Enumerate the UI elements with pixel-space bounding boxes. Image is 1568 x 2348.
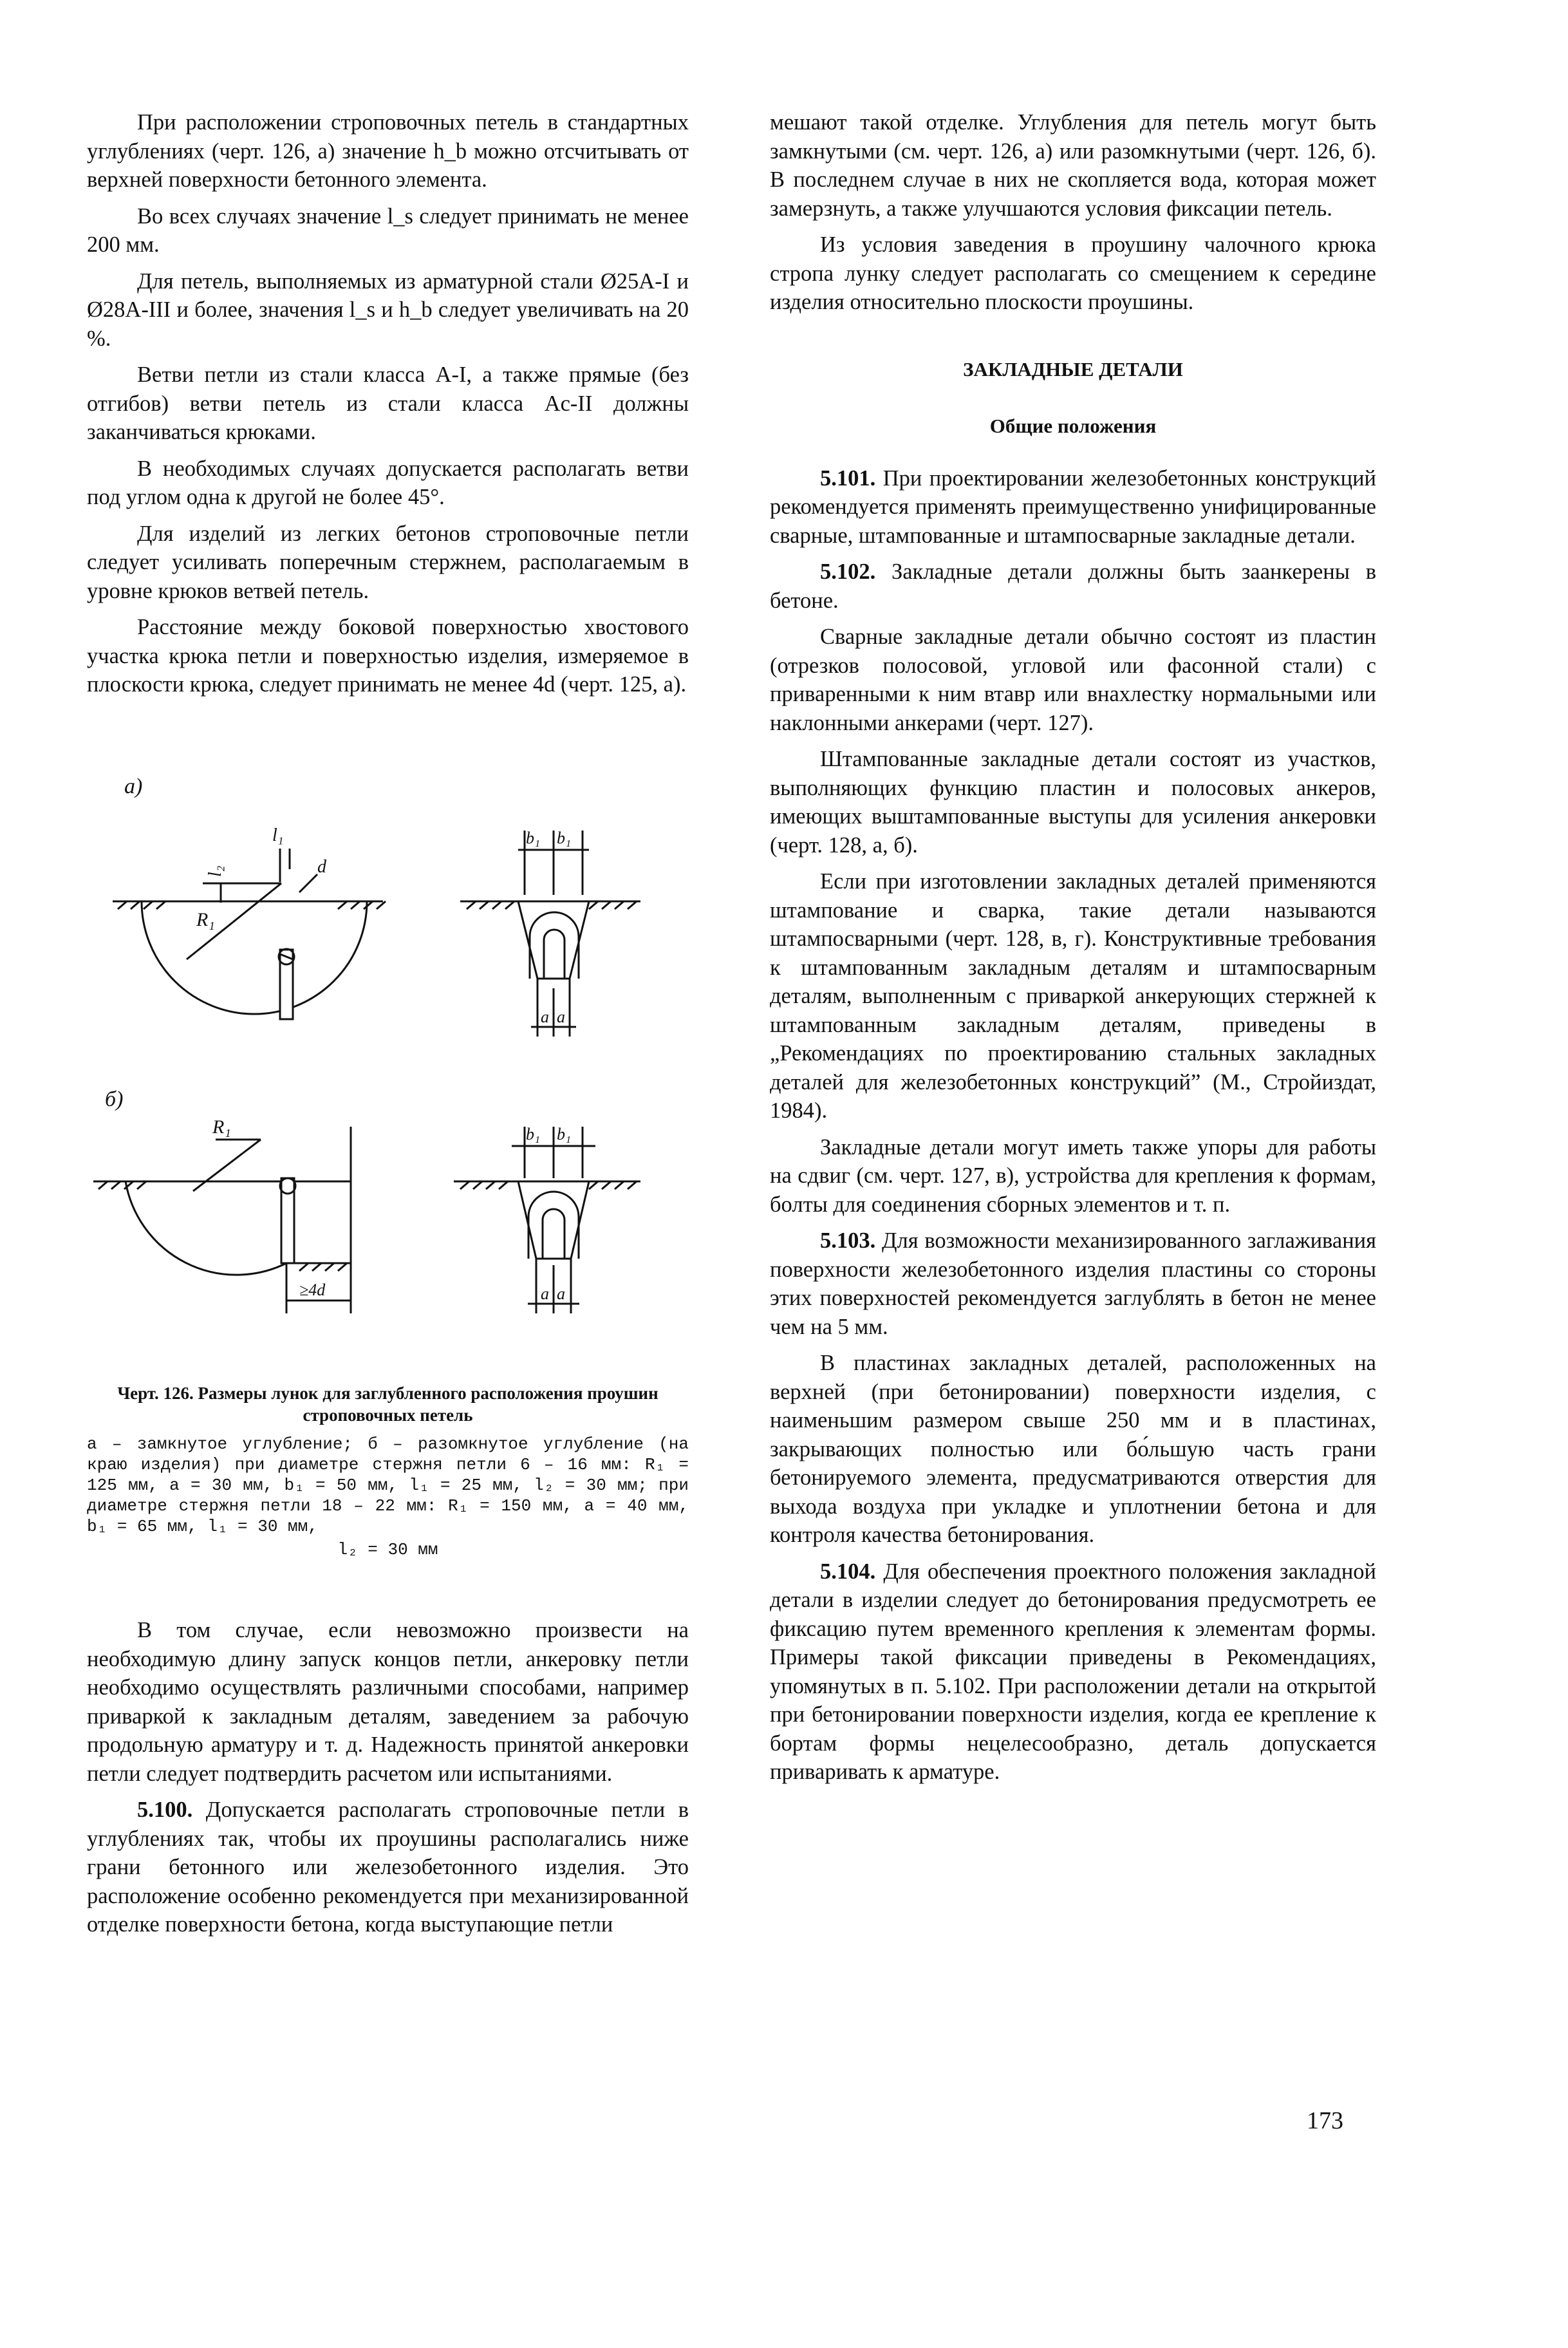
section-text: Для обеспечения проектного положения закладной детали в изделии следует до бетонирования предусмотреть ее фиксацию путем временного крепления к элементам формы. Примеры такой фиксации приведены в Рекомендациях, упомянутых в п. 5.102. При расположении детали на открытой при бетонировании поверхности изделия, когда ее крепление к бортам формы нецелесообразно, деталь допускается приваривать к арматуре.: [770, 1559, 1377, 1784]
right-column: [770, 108, 1376, 1794]
dim-b1-b-right: b₁: [557, 1125, 572, 1143]
section-text: Для возможности механизированного заглаживания поверхности железобетонного изделия пластины со стороны этих поверхностей рекомендуется заглублять в бетон не менее чем на 5 мм.: [770, 1228, 1376, 1339]
caption-title: Черт. 126. Размеры лунок для заглубленного расположения проушин строповочных петель: [117, 1384, 658, 1425]
paragraph: При расположении строповочных петель в стандартных углублениях (черт. 126, а) значение h_b можно отсчитывать от верхней поверхности бетонного элемента.: [87, 110, 689, 192]
subsection-heading: Общие положения: [989, 415, 1157, 437]
section-number: 5.102.: [820, 559, 876, 584]
dim-b1-a-right: b₁: [557, 829, 572, 847]
caption-legend: а – замкнутое углубление; б – разомкнутое углубление (на краю изделия) при диаметре стержня петли 6 – 16 мм: R₁ = 125 мм, a = 30 мм, b₁ = 50 мм, l₁ = 25 мм, l₂ = 30 мм; при диаметре стержня петли 18 – 22 мм: R₁ = 150 мм, a = 40 мм, b₁ = 65 мм, l₁ = 30 мм,: [87, 1434, 689, 1536]
paragraph: Во всех случаях значение l_s следует принимать не менее 200 мм.: [87, 203, 689, 257]
paragraph: Закладные детали могут иметь также упоры для работы на сдвиг (см. черт. 127, в), устройства для крепления к формам, болты для соединения сборных элементов и т. п.: [770, 1134, 1376, 1217]
section-text: Закладные детали должны быть заанкерены в бетоне.: [770, 559, 1376, 613]
section-5-101: [770, 464, 1376, 550]
section-5-104: [770, 1557, 1376, 1787]
dim-l1: l₁: [272, 825, 284, 845]
section-text: При проектировании железобетонных конструкций рекомендуется применять преимущественно унифицированные сварные, штампованные и штампосварные закладные детали.: [770, 465, 1376, 548]
section-5-102: [770, 558, 1376, 615]
paragraph: Из условия заведения в проушину чалочного крюка стропа лунку следует располагать со смещением к середине изделия относительно плоскости проушины.: [770, 232, 1376, 314]
section-number: 5.103.: [820, 1228, 876, 1253]
section-5-100: [87, 1796, 689, 1939]
paragraph: Для петель, выполняемых из арматурной стали Ø25A-I и Ø28A-III и более, значения l_s и h_b следует увеличивать на 20 %.: [87, 268, 689, 351]
paragraph: мешают такой отделке. Углубления для петель могут быть замкнутыми (см. черт. 126, а) или разомкнутыми (черт. 126, б). В последнем случае в них не скопляется вода, которая может замерзнуть, а также улучшаются условия фиксации петель.: [770, 110, 1376, 221]
dim-a-b-right: a: [557, 1284, 565, 1303]
paragraph: Ветви петли из стали класса A-I, а также прямые (без отгибов) ветви петель из стали класса Ac-II должны заканчиваться крюками.: [87, 362, 689, 444]
figure-126: [68, 766, 702, 1313]
paragraph: Для изделий из легких бетонов строповочные петли следует усиливать поперечным стержнем, располагаемым в уровне крюков ветвей петель.: [87, 521, 689, 603]
paragraph: В том случае, если невозможно произвести на необходимую длину запуск концов петли, анкеровку петли необходимо осуществлять различными способами, например приваркой к закладным деталям, заведением за рабочую продольную арматуру и т. д. Надежность принятой анкеровки петли следует подтвердить расчетом или испытаниями.: [87, 1618, 689, 1786]
paragraph: Если при изготовлении закладных деталей применяются штампование и сварка, такие детали называются штампосварными (черт. 128, в, г). Конструктивные требования к штампованным закладным деталям и штампосварным деталям, выполненным с приваркой анкерующих стержней к штампованным закладным деталям, приведены в „Рекомендациях по проектированию стальных закладных деталей для железобетонных конструкций” (М., Стройиздат, 1984).: [770, 869, 1376, 1123]
paragraph: В пластинах закладных деталей, расположенных на верхней (при бетонировании) поверхности изделия, с наименьшим размером свыше 250 мм и в пластинах, закрывающих полностью или бо́льшую часть грани бетонируемого элемента, предусматриваются отверстия для выхода воздуха при укладке и уплотнении бетона и для контроля качества бетонирования.: [770, 1351, 1376, 1547]
page-number: 173: [1307, 2107, 1343, 2134]
paragraph: Штампованные закладные детали состоят из участков, выполняющих функцию пластин и полосовых анкеров, имеющих выштампованные выступы для усиления анкеровки (черт. 128, а, б).: [770, 747, 1376, 858]
section-number: 5.104.: [820, 1559, 876, 1584]
dim-d: d: [317, 857, 326, 877]
caption-legend-last: l₂ = 30 мм: [337, 1540, 438, 1559]
dim-b1-a-left: b₁: [526, 829, 541, 847]
section-number: 5.101.: [820, 465, 876, 491]
left-column: [87, 108, 689, 707]
figure-126-drawing: [68, 766, 702, 1313]
figure-caption: [87, 1382, 689, 1563]
dim-a-a-right: a: [557, 1008, 565, 1026]
left-column-lower: [87, 1616, 689, 1947]
dim-a-a-left: a: [541, 1008, 549, 1026]
figure-label-b: б): [105, 1087, 124, 1111]
section-text: Допускается располагать строповочные петли в углублениях так, чтобы их проушины располагались ниже грани бетонного или железобетонного изделия. Это расположение особенно рекомендуется при механизированной отделке поверхности бетона, когда выступающие петли: [87, 1798, 689, 1937]
section-number: 5.100.: [137, 1798, 193, 1822]
section-5-103: [770, 1226, 1376, 1341]
dim-4d: ≥4d: [299, 1281, 326, 1299]
paragraph: Сварные закладные детали обычно состоят из пластин (отрезков полосовой, угловой или фасонной стали) с приваренными к ним втавр или внахлестку нормальными или наклонными анкерами (черт. 127).: [770, 625, 1376, 735]
dim-b1-b-left: b₁: [526, 1125, 541, 1143]
dim-R1-b: R₁: [212, 1116, 231, 1138]
figure-label-a: а): [124, 775, 143, 798]
dim-l2: l₂: [205, 865, 225, 877]
paragraph: Расстояние между боковой поверхностью хвостового участка крюка петли и поверхностью изделия, измеряемое в плоскости крюка, следует принимать не менее 4d (черт. 125, а).: [87, 615, 689, 697]
dim-R1-a: R₁: [196, 909, 215, 930]
section-heading: ЗАКЛАДНЫЕ ДЕТАЛИ: [963, 357, 1183, 380]
dim-a-b-left: a: [541, 1284, 549, 1303]
paragraph: В необходимых случаях допускается располагать ветви под углом одна к другой не более 45°.: [87, 456, 689, 509]
